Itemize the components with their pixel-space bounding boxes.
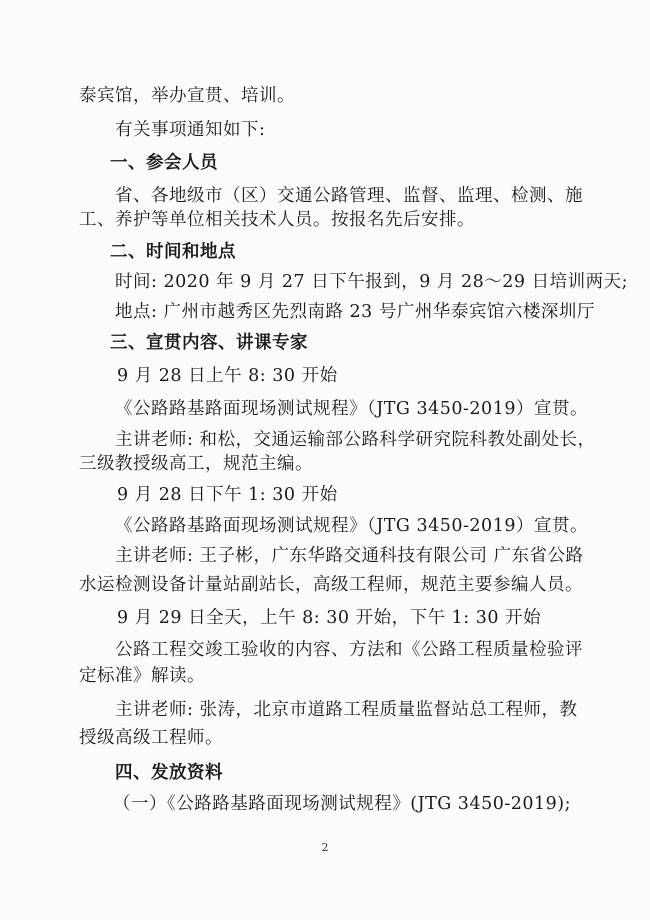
text-line: 工、养护等单位相关技术人员。按报名先后安排。 [79, 210, 475, 230]
text-line: 授级高级工程师。 [79, 728, 223, 748]
text-line: 公路工程交竣工验收的内容、方法和《公路工程质量检验评 [115, 640, 583, 660]
text-line: 时间: 2020 年 9 月 27 日下午报到，9 月 28～29 日培训两天; [115, 272, 628, 292]
text-line: 有关事项通知如下: [115, 120, 266, 140]
text-line: （一）《公路路基路面现场测试规程》(JTG 3450-2019); [113, 794, 572, 814]
section-heading: 三、宣贯内容、讲课专家 [110, 333, 308, 353]
section-heading: 二、时间和地点 [110, 242, 236, 262]
text-line: 9 月 29 日全天，上午 8: 30 开始，下午 1: 30 开始 [117, 608, 542, 628]
text-line: 《公路路基路面现场测试规程》（JTG 3450-2019）宣贯。 [115, 516, 588, 536]
text-line: 泰宾馆，举办宣贯、培训。 [79, 86, 295, 106]
section-heading: 一、参会人员 [110, 153, 218, 173]
text-line: 9 月 28 日下午 1: 30 开始 [117, 485, 338, 505]
text-line: 主讲老师: 王子彬，广东华路交通科技有限公司 广东省公路 [115, 546, 584, 566]
page-number: 2 [321, 841, 329, 854]
text-line: 省、各地级市（区）交通公路管理、监督、监理、检测、施 [115, 186, 583, 206]
text-line: 《公路路基路面现场测试规程》（JTG 3450-2019）宣贯。 [115, 399, 588, 419]
section-heading: 四、发放资料 [115, 763, 223, 783]
text-line: 地点: 广州市越秀区先烈南路 23 号广州华泰宾馆六楼深圳厅 [115, 302, 595, 322]
text-line: 主讲老师: 和松，交通运输部公路科学研究院科教处副处长， [115, 430, 596, 450]
text-line: 三级教授级高工，规范主编。 [79, 454, 313, 474]
text-line: 水运检测设备计量站副站长，高级工程师，规范主要参编人员。 [79, 575, 583, 595]
text-line: 主讲老师: 张涛，北京市道路工程质量监督站总工程师，教 [115, 700, 578, 720]
text-line: 9 月 28 日上午 8: 30 开始 [117, 366, 338, 386]
text-line: 定标准》解读。 [79, 666, 205, 686]
